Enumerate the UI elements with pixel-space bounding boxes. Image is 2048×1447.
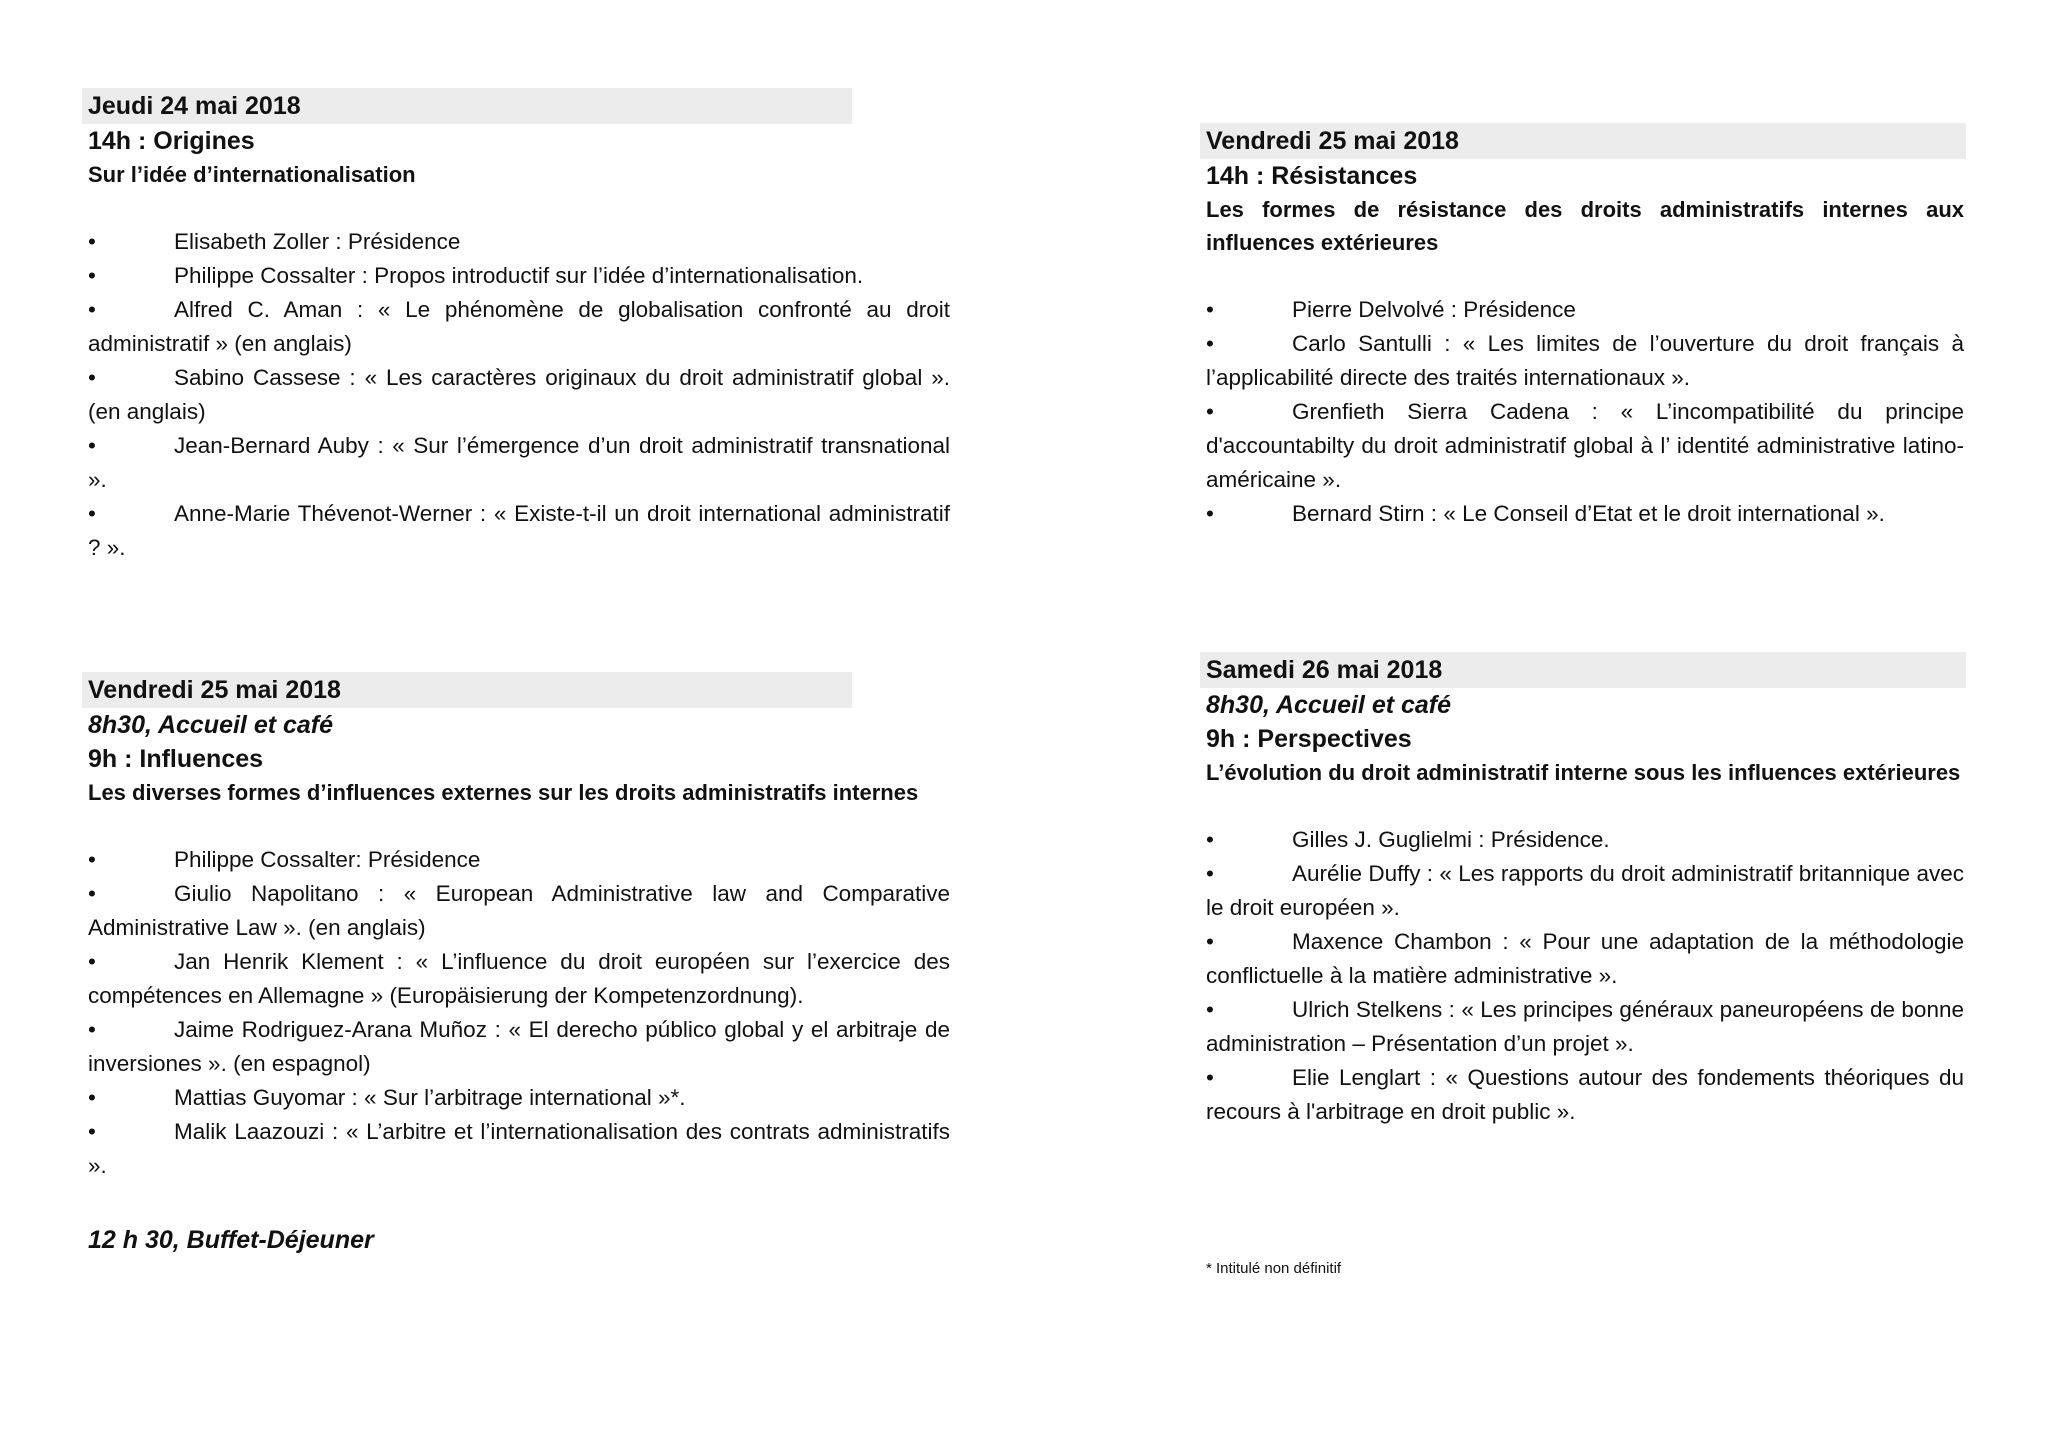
speaker-list <box>1206 293 1964 531</box>
bullet: • <box>88 881 96 906</box>
closing-line: 12 h 30, Buffet-Déjeuner <box>88 1226 374 1254</box>
list-item: • Jean-Bernard Auby : « Sur l’émergence d’un droit administratif transnational ». <box>88 429 950 497</box>
bullet: • <box>88 847 96 872</box>
bullet: • <box>1206 997 1214 1022</box>
bullet: • <box>88 365 96 390</box>
bullet: • <box>88 263 96 288</box>
list-item: • Philippe Cossalter : Propos introductif sur l’idée d’internationalisation. <box>88 259 950 293</box>
list-item: • Anne-Marie Thévenot-Werner : « Existe-t-il un droit international administratif ? ». <box>88 497 950 565</box>
speaker-list <box>88 843 950 1183</box>
list-item: • Giulio Napolitano : « European Administrative law and Comparative Administrative Law ». (en anglais) <box>88 877 950 945</box>
bullet: • <box>1206 501 1214 526</box>
list-item: • Philippe Cossalter: Présidence <box>88 843 950 877</box>
bullet: • <box>88 1017 96 1042</box>
bullet: • <box>88 433 96 458</box>
list-item: • Pierre Delvolvé : Présidence <box>1206 293 1964 327</box>
list-item: • Elie Lenglart : « Questions autour des fondements théoriques du recours à l'arbitrage en droit public ». <box>1206 1061 1964 1129</box>
session-title: 14h : Origines <box>88 127 255 155</box>
bullet: • <box>1206 929 1214 954</box>
session-subtitle: Sur l’idée d’internationalisation <box>88 162 416 187</box>
list-item: • Aurélie Duffy : « Les rapports du droit administratif britannique avec le droit européen ». <box>1206 857 1964 925</box>
session-title: 9h : Perspectives <box>1206 725 1412 753</box>
day-heading: Vendredi 25 mai 2018 <box>88 676 341 704</box>
day-heading: Samedi 26 mai 2018 <box>1206 656 1443 684</box>
bullet: • <box>88 297 96 322</box>
bullet: • <box>88 229 96 254</box>
day-heading: Vendredi 25 mai 2018 <box>1206 127 1459 155</box>
bullet: • <box>1206 331 1214 356</box>
day-heading: Jeudi 24 mai 2018 <box>88 92 301 120</box>
bullet: • <box>88 1085 96 1110</box>
list-item: • Alfred C. Aman : « Le phénomène de globalisation confronté au droit administratif » (en anglais) <box>88 293 950 361</box>
list-item: • Ulrich Stelkens : « Les principes généraux paneuropéens de bonne administration – Présentation d’un projet ». <box>1206 993 1964 1061</box>
bullet: • <box>88 1119 96 1144</box>
bullet: • <box>1206 297 1214 322</box>
list-item: • Sabino Cassese : « Les caractères originaux du droit administratif global ». (en anglais) <box>88 361 950 429</box>
session-subtitle: Les diverses formes d’influences externes sur les droits administratifs internes <box>88 780 919 805</box>
program-section-friday-afternoon <box>1206 123 1964 531</box>
bullet: • <box>1206 399 1214 424</box>
speaker-list <box>88 225 950 565</box>
bullet: • <box>88 949 96 974</box>
speaker-list <box>1206 823 1964 1129</box>
list-item: • Carlo Santulli : « Les limites de l’ouverture du droit français à l’applicabilité directe des traités internationaux ». <box>1206 327 1964 395</box>
bullet: • <box>1206 827 1214 852</box>
bullet: • <box>1206 1065 1214 1090</box>
bullet: • <box>1206 861 1214 886</box>
welcome-line: 8h30, Accueil et café <box>88 711 334 739</box>
list-item: • Jan Henrik Klement : « L’influence du droit européen sur l’exercice des compétences en Allemagne » (Europäisierung der Kompetenzordnung). <box>88 945 950 1013</box>
session-title: 9h : Influences <box>88 745 264 773</box>
bullet: • <box>88 501 96 526</box>
list-item: • Mattias Guyomar : « Sur l’arbitrage international »*. <box>88 1081 950 1115</box>
list-item: • Malik Laazouzi : « L’arbitre et l’internationalisation des contrats administratifs ». <box>88 1115 950 1183</box>
session-subtitle: L’évolution du droit administratif interne sous les influences extérieures <box>1206 760 1961 785</box>
list-item: • Jaime Rodriguez-Arana Muñoz : « El derecho público global y el arbitraje de inversiones ». (en espagnol) <box>88 1013 950 1081</box>
footnote: * Intitulé non définitif <box>1206 1260 1342 1277</box>
welcome-line: 8h30, Accueil et café <box>1206 691 1452 719</box>
list-item: • Grenfieth Sierra Cadena : « L’incompatibilité du principe d'accountabilty du droit administratif global à l’ identité administrative latino-américaine ». <box>1206 395 1964 497</box>
list-item: • Elisabeth Zoller : Présidence <box>88 225 950 259</box>
list-item: • Maxence Chambon : « Pour une adaptation de la méthodologie conflictuelle à la matière administrative ». <box>1206 925 1964 993</box>
program-section-friday-morning <box>88 672 950 1257</box>
session-title: 14h : Résistances <box>1206 162 1418 190</box>
list-item: • Bernard Stirn : « Le Conseil d’Etat et le droit international ». <box>1206 497 1964 531</box>
program-section-thursday <box>88 88 950 565</box>
session-subtitle: Les formes de résistance des droits administratifs internes aux influences extérieures <box>1206 197 1964 255</box>
program-section-saturday <box>1206 652 1964 1129</box>
list-item: • Gilles J. Guglielmi : Présidence. <box>1206 823 1964 857</box>
